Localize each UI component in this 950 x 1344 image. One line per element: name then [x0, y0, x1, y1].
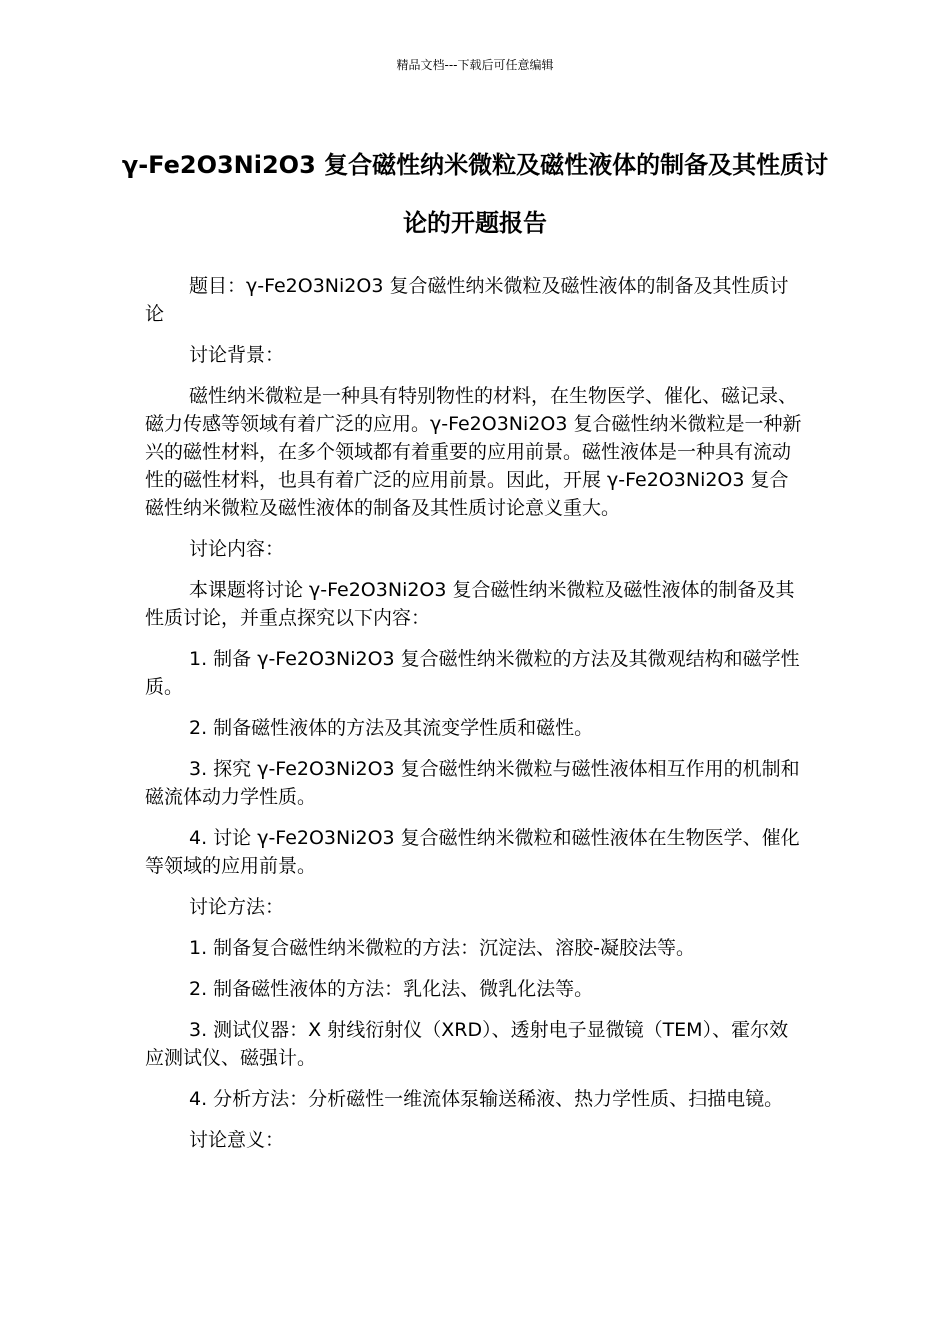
- document-title: γ-Fe2O3Ni2O3 复合磁性纳米微粒及磁性液体的制备及其性质讨论的开题报告: [121, 151, 829, 237]
- content-item-3: 3. 探究 γ-Fe2O3Ni2O3 复合磁性纳米微粒与磁性液体相互作用的机制和磁流体动力学性质。: [145, 758, 800, 808]
- page-header: 精品文档---下载后可任意编辑: [396, 58, 554, 72]
- paragraph-content-intro: 本课题将讨论 γ-Fe2O3Ni2O3 复合磁性纳米微粒及磁性液体的制备及其性质讨论，并重点探究以下内容：: [145, 579, 795, 629]
- method-item-1: 1. 制备复合磁性纳米微粒的方法：沉淀法、溶胶-凝胶法等。: [189, 937, 696, 959]
- method-item-3: 3. 测试仪器：X 射线衍射仪（XRD）、透射电子显微镜（TEM）、霍尔效应测试仪、磁强计。: [145, 1019, 789, 1069]
- method-item-2: 2. 制备磁性液体的方法：乳化法、微乳化法等。: [189, 978, 594, 1000]
- content-item-4: 4. 讨论 γ-Fe2O3Ni2O3 复合磁性纳米微粒和磁性液体在生物医学、催化等领域的应用前景。: [145, 827, 800, 877]
- heading-content: 讨论内容：: [189, 538, 285, 560]
- content-item-2: 2. 制备磁性液体的方法及其流变学性质和磁性。: [189, 717, 594, 739]
- heading-methods: 讨论方法：: [189, 896, 285, 918]
- paragraph-topic: 题目：γ-Fe2O3Ni2O3 复合磁性纳米微粒及磁性液体的制备及其性质讨论: [145, 275, 789, 325]
- heading-significance: 讨论意义：: [189, 1129, 285, 1151]
- heading-background: 讨论背景：: [189, 344, 285, 366]
- paragraph-background: 磁性纳米微粒是一种具有特别物性的材料，在生物医学、催化、磁记录、磁力传感等领域有着广泛的应用。γ-Fe2O3Ni2O3 复合磁性纳米微粒是一种新兴的磁性材料，在多个领域都有着重要的应用前景。磁性液体是一种具有流动性的磁性材料，也具有着广泛的应用前景。因此，开展 γ-Fe2O3Ni2O3 复合磁性纳米微粒及磁性液体的制备及其性质讨论意义重大。: [145, 385, 802, 519]
- document-body: [145, 272, 805, 1167]
- method-item-4: 4. 分析方法：分析磁性一维流体泵输送稀液、热力学性质、扫描电镜。: [189, 1088, 784, 1110]
- content-item-1: 1. 制备 γ-Fe2O3Ni2O3 复合磁性纳米微粒的方法及其微观结构和磁学性质。: [145, 648, 800, 698]
